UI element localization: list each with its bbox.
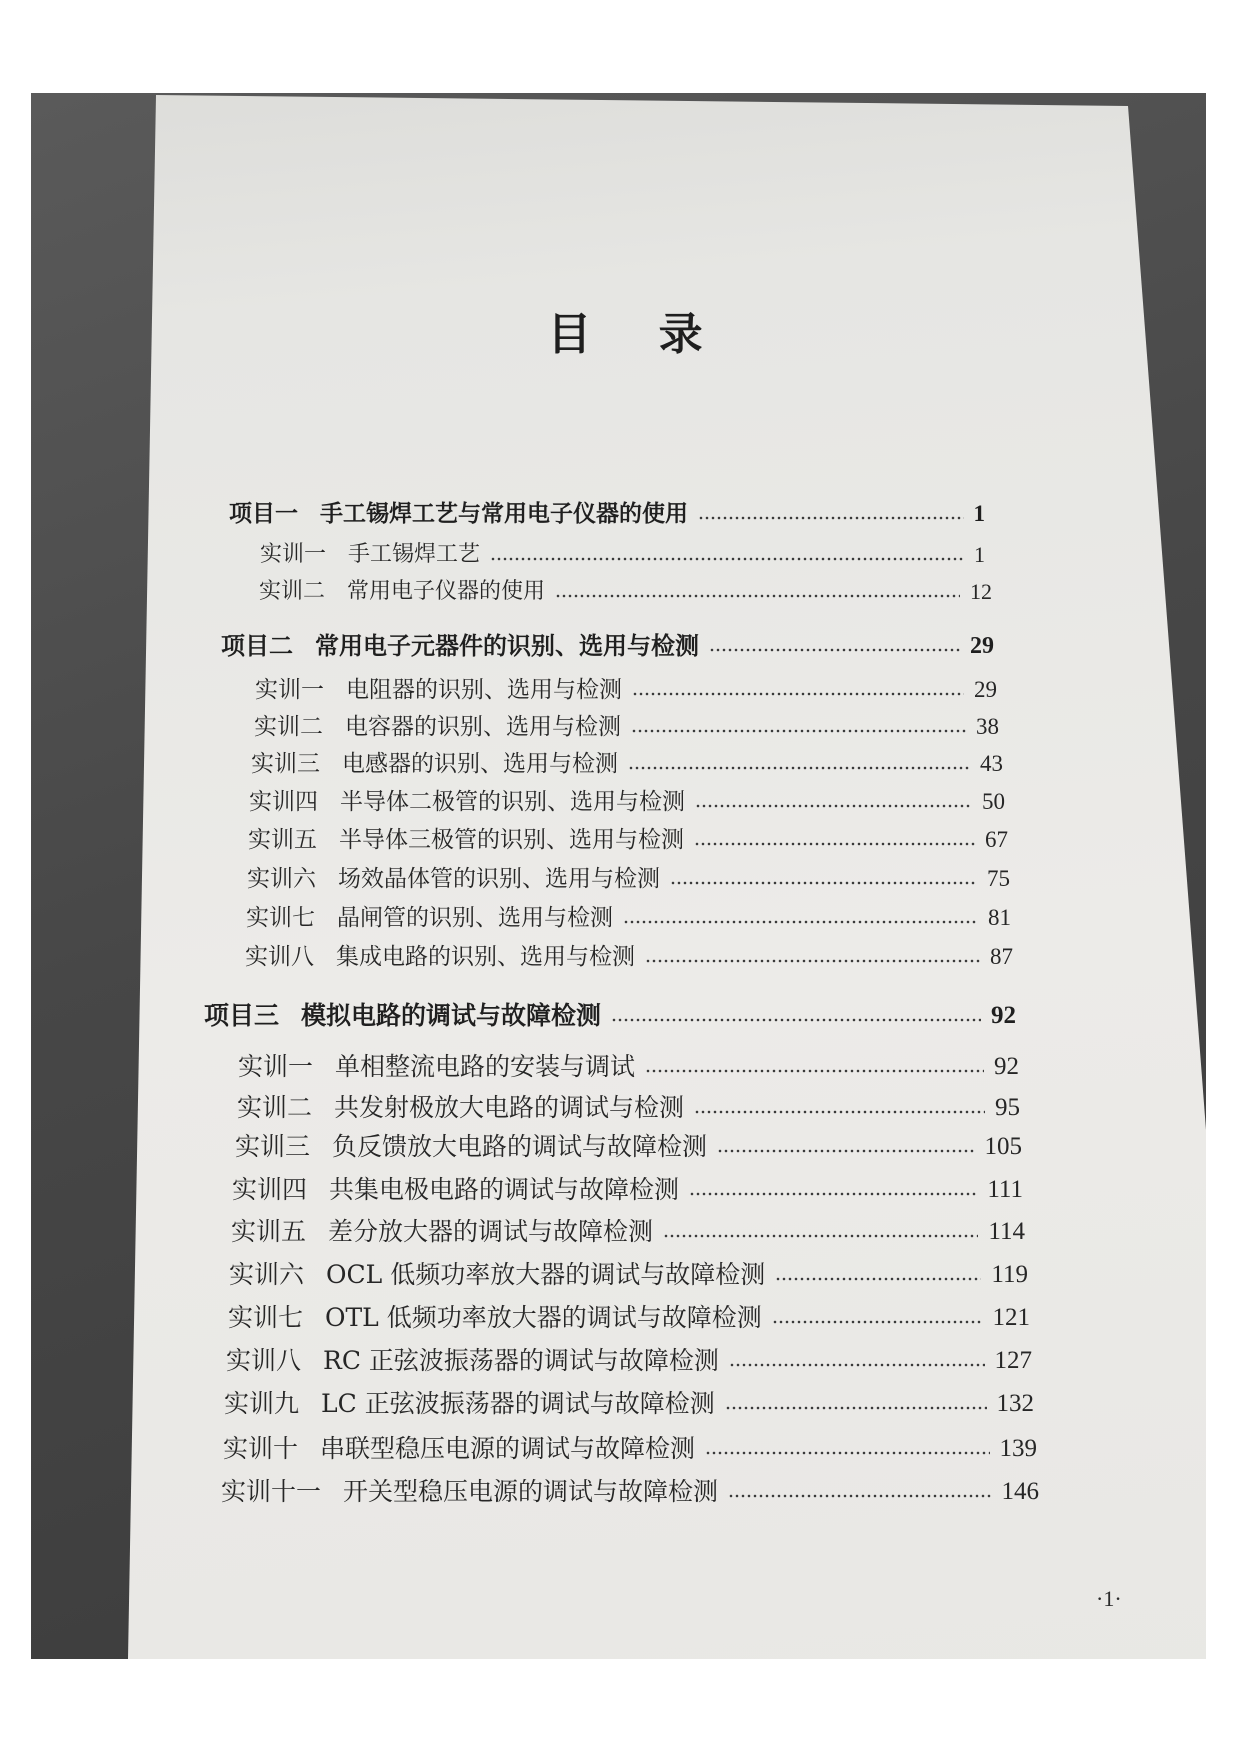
toc-item-2-4: [249, 787, 1005, 817]
dot-leader: [717, 1149, 974, 1153]
dot-leader: [628, 766, 970, 770]
toc-item-label: 实训二: [237, 1093, 313, 1122]
toc-item-2-5: [248, 825, 1008, 855]
toc-item-title: 半导体三极管的识别、选用与检测: [339, 827, 684, 853]
toc-page-number: 12: [970, 579, 992, 604]
toc-page-number: 92: [994, 1053, 1019, 1080]
toc-item-2-3: [251, 749, 1003, 779]
toc-page-number: 95: [995, 1094, 1020, 1121]
toc-item-title: 共集电极电路的调试与故障检测: [329, 1175, 680, 1204]
toc-page-number: 43: [980, 751, 1003, 776]
toc-project-label: 项目一: [229, 500, 298, 527]
toc-project-2: [221, 631, 994, 661]
toc-item-title: 负反馈放大电路的调试与故障检测: [332, 1132, 708, 1161]
toc-project-label: 项目二: [221, 631, 293, 660]
toc-page-number: 75: [987, 866, 1010, 891]
toc-item-label: 实训三: [235, 1132, 311, 1161]
toc-item-2-7: [246, 903, 1011, 933]
toc-item-3-5: [231, 1217, 1025, 1247]
toc-item-title: 开关型稳压电源的调试与故障检测: [343, 1477, 719, 1506]
dot-leader: [728, 1494, 991, 1498]
dot-leader: [709, 648, 960, 652]
toc-item-2-8: [245, 942, 1013, 972]
toc-item-label: 实训四: [249, 789, 318, 815]
toc-page-number: 87: [990, 944, 1013, 969]
dot-leader: [555, 594, 960, 598]
toc-item-title: 电阻器的识别、选用与检测: [346, 677, 622, 703]
toc-item-title: RC 正弦波振荡器的调试与故障检测: [323, 1346, 719, 1375]
toc-item-title: 常用电子仪器的使用: [347, 579, 546, 604]
dot-leader: [623, 920, 978, 924]
dot-leader: [694, 842, 975, 846]
toc-item-3-3: [235, 1132, 1022, 1162]
toc-item-2-6: [247, 864, 1010, 894]
toc-item-title: 差分放大器的调试与故障检测: [328, 1217, 654, 1246]
page-footer-number: ·1·: [1096, 1586, 1122, 1611]
toc-item-label: 实训三: [251, 751, 320, 777]
toc-page-number: 29: [970, 633, 994, 659]
dot-leader: [725, 1406, 987, 1410]
toc-item-3-11: [221, 1477, 1039, 1507]
dot-leader: [772, 1320, 983, 1324]
toc-project-3: [204, 1001, 1016, 1031]
toc-item-3-7: [228, 1303, 1030, 1333]
toc-item-label: 实训八: [226, 1346, 302, 1375]
toc-page-number: 92: [991, 1002, 1016, 1029]
toc-item-title: OTL 低频功率放大器的调试与故障检测: [325, 1303, 762, 1332]
dot-leader: [645, 959, 980, 963]
dot-leader: [698, 516, 964, 520]
dot-leader: [490, 557, 964, 561]
toc-item-title: 集成电路的识别、选用与检测: [336, 944, 635, 970]
dot-leader: [729, 1363, 985, 1367]
dot-leader: [670, 881, 977, 885]
dot-leader: [645, 1069, 984, 1073]
toc-item-label: 实训四: [232, 1175, 308, 1204]
toc-item-label: 实训二: [254, 714, 323, 740]
toc-item-label: 实训六: [229, 1260, 305, 1289]
toc-item-title: OCL 低频功率放大器的调试与故障检测: [326, 1260, 766, 1289]
toc-item-title: 手工锡焊工艺: [348, 542, 481, 567]
toc-page-number: 105: [984, 1133, 1022, 1160]
dot-leader: [632, 692, 964, 696]
toc-item-label: 实训五: [248, 827, 317, 853]
toc-item-title: 晶闸管的识别、选用与检测: [337, 905, 613, 931]
toc-project-title: 模拟电路的调试与故障检测: [301, 1001, 602, 1030]
toc-item-label: 实训六: [247, 866, 316, 892]
toc-page-number: 119: [991, 1261, 1028, 1288]
toc-item-label: 实训五: [231, 1217, 307, 1246]
toc-item-label: 实训八: [245, 944, 314, 970]
toc-item-title: LC 正弦波振荡器的调试与故障检测: [321, 1389, 715, 1418]
toc-item-3-10: [223, 1434, 1037, 1464]
toc-item-label: 实训一: [238, 1052, 314, 1081]
toc-page-number: 1: [973, 501, 985, 526]
toc-item-label: 实训一: [255, 677, 324, 703]
toc-item-3-1: [238, 1052, 1019, 1082]
dot-leader: [689, 1192, 977, 1196]
toc-page-number: 121: [992, 1304, 1030, 1331]
toc-project-title: 手工锡焊工艺与常用电子仪器的使用: [320, 500, 688, 527]
dot-leader: [611, 1018, 981, 1022]
toc-page-number: 114: [988, 1218, 1025, 1245]
toc-item-label: 实训七: [246, 905, 315, 931]
toc-page-number: 127: [994, 1347, 1032, 1374]
toc-page-number: 67: [985, 827, 1008, 852]
toc-item-1-1: [260, 540, 985, 570]
dot-leader: [705, 1451, 989, 1455]
toc-item-3-9: [224, 1389, 1034, 1419]
toc-item-label: 实训二: [259, 579, 326, 604]
toc-item-title: 电容器的识别、选用与检测: [345, 714, 621, 740]
toc-page-number: 81: [988, 905, 1011, 930]
toc-page-number: 146: [1001, 1478, 1039, 1505]
toc-item-label: 实训十: [223, 1434, 299, 1463]
toc-item-title: 场效晶体管的识别、选用与检测: [338, 866, 660, 892]
toc-item-3-6: [229, 1260, 1028, 1290]
dot-leader: [695, 804, 972, 808]
toc-item-label: 实训一: [260, 542, 327, 567]
toc-item-title: 共发射极放大电路的调试与检测: [334, 1093, 685, 1122]
toc-page-number: 29: [974, 677, 997, 702]
toc-page-number: 132: [996, 1390, 1034, 1417]
toc-item-1-2: [259, 577, 992, 607]
toc-page-number: 139: [999, 1435, 1037, 1462]
dot-leader: [775, 1277, 981, 1281]
toc-page-number: 50: [982, 789, 1005, 814]
toc-project-label: 项目三: [204, 1001, 280, 1030]
toc-item-title: 电感器的识别、选用与检测: [342, 751, 618, 777]
dot-leader: [631, 729, 966, 733]
toc-item-2-1: [255, 675, 997, 705]
toc-item-title: 半导体二极管的识别、选用与检测: [340, 789, 685, 815]
dot-leader: [694, 1110, 985, 1114]
toc-item-label: 实训九: [224, 1389, 300, 1418]
toc-project-title: 常用电子元器件的识别、选用与检测: [315, 631, 699, 660]
toc-item-title: 单相整流电路的安装与调试: [335, 1052, 636, 1081]
toc-item-2-2: [254, 712, 999, 742]
toc-page-number: 111: [987, 1176, 1023, 1203]
dot-leader: [663, 1234, 978, 1238]
toc-item-3-8: [226, 1346, 1032, 1376]
toc-item-label: 实训十一: [221, 1477, 322, 1506]
toc-page-number: 1: [974, 542, 985, 567]
toc-page-number: 38: [976, 714, 999, 739]
toc-project-1: [229, 499, 985, 529]
toc-item-label: 实训七: [228, 1303, 304, 1332]
toc-item-title: 串联型稳压电源的调试与故障检测: [320, 1434, 696, 1463]
page-title: 目 录: [547, 309, 703, 360]
toc-item-3-4: [232, 1175, 1023, 1205]
toc-item-3-2: [237, 1093, 1020, 1123]
